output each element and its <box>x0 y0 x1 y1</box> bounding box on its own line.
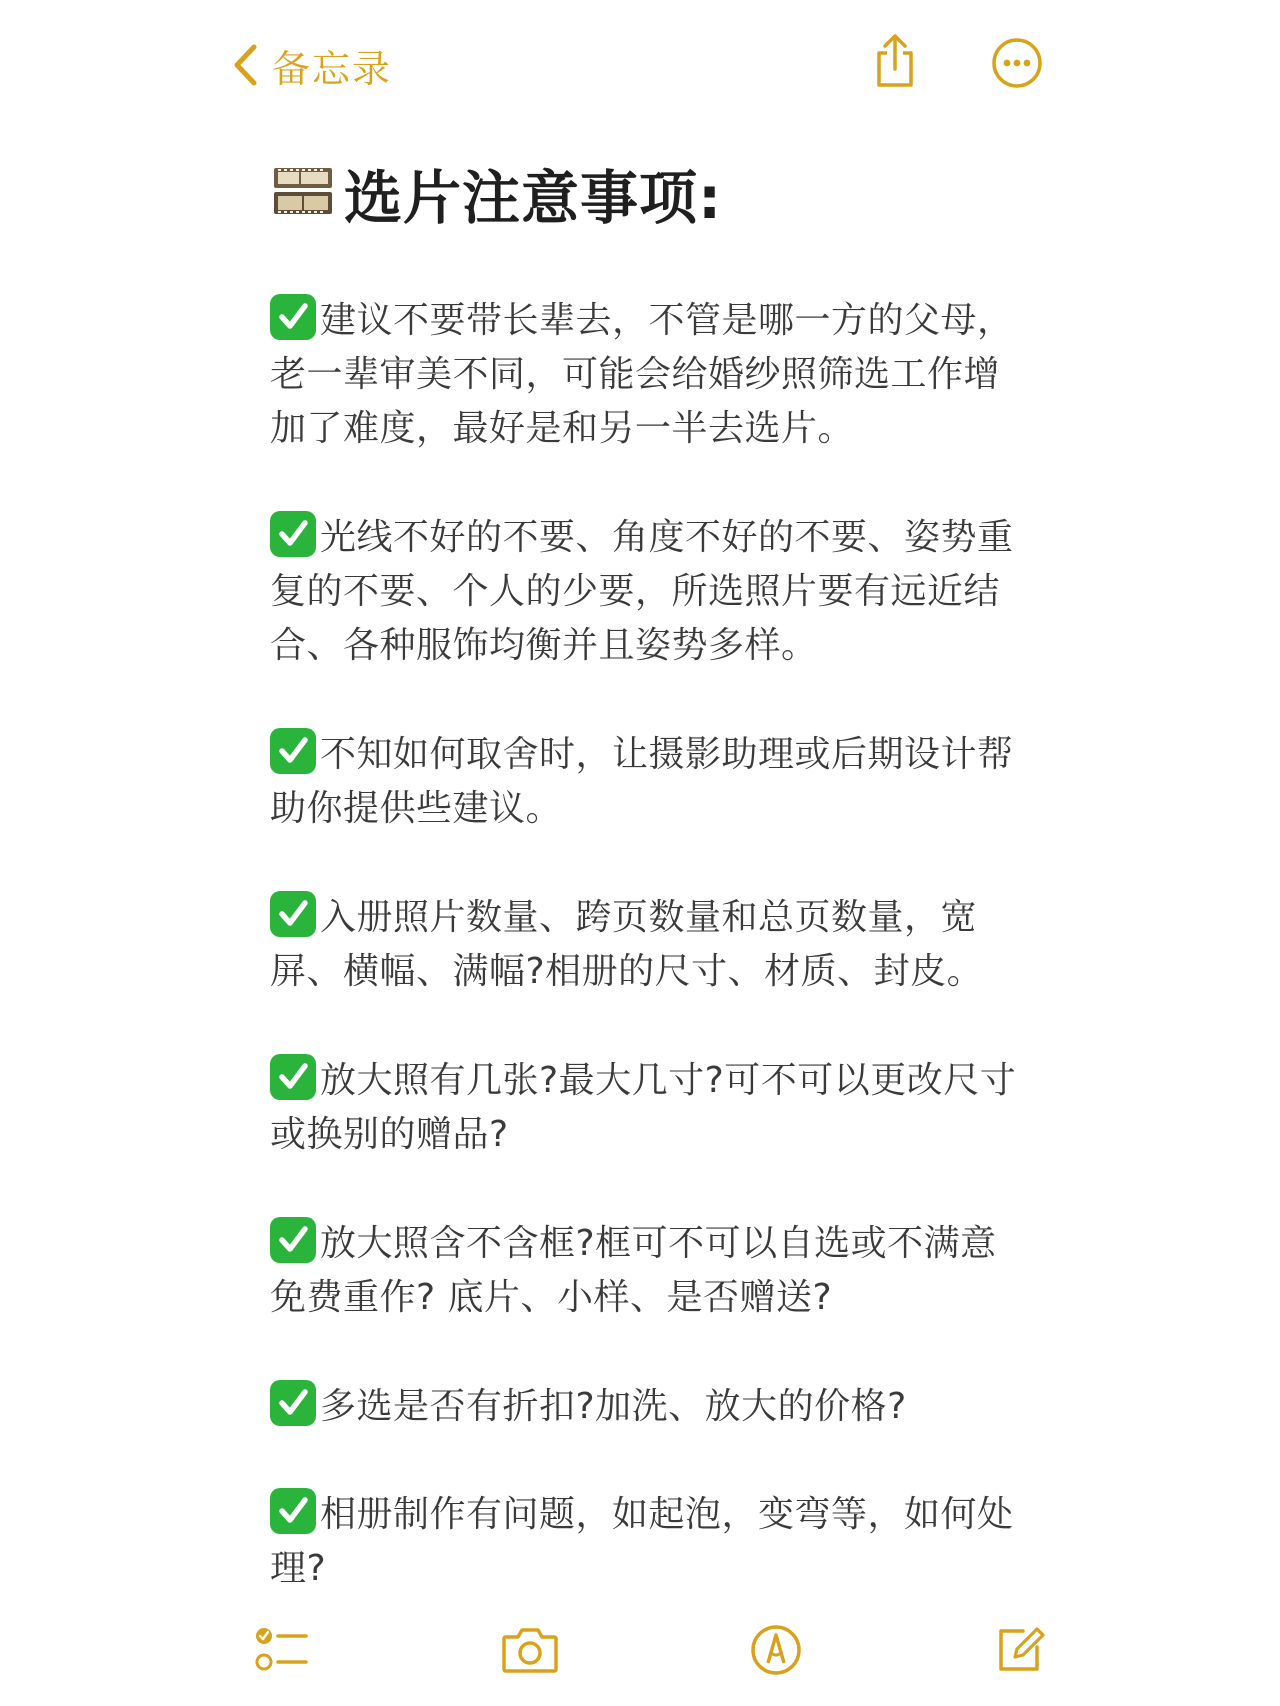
checklist-icon <box>254 1624 310 1680</box>
navigation-bar <box>0 0 1280 130</box>
note-item-text: 多选是否有折扣?加洗、放大的价格? <box>320 1386 907 1427</box>
note-item <box>270 511 1020 673</box>
ellipsis-circle-icon <box>991 37 1043 93</box>
camera-icon <box>500 1625 560 1679</box>
checklist-button[interactable] <box>250 1620 314 1684</box>
note-item <box>270 1488 1020 1596</box>
camera-button[interactable] <box>498 1620 562 1684</box>
checkmark-icon <box>270 1054 316 1100</box>
note-item-text: 光线不好的不要、角度不好的不要、姿势重复的不要、个人的少要，所选照片要有远近结合、各种服饰均衡并且姿势多样。 <box>270 517 1014 666</box>
note-item-text: 相册制作有问题，如起泡，变弯等，如何处理? <box>270 1494 1014 1589</box>
back-button[interactable] <box>232 38 392 92</box>
note-title-text: 选片注意事项: <box>344 164 723 232</box>
note-item <box>270 1380 1020 1434</box>
note-item <box>270 891 1020 999</box>
more-options-button[interactable] <box>990 38 1044 92</box>
checkmark-icon <box>270 728 316 774</box>
film-frames-icon <box>270 158 336 228</box>
checkmark-icon <box>270 891 316 937</box>
note-item <box>270 1217 1020 1325</box>
note-item-text: 不知如何取舍时，让摄影助理或后期设计帮助你提供些建议。 <box>270 734 1014 829</box>
markup-icon <box>749 1623 803 1681</box>
compose-button[interactable] <box>988 1620 1052 1684</box>
chevron-left-icon <box>232 43 258 87</box>
checkmark-icon <box>270 294 316 340</box>
bottom-toolbar <box>0 1620 1280 1706</box>
note-item-text: 放大照有几张?最大几寸?可不可以更改尺寸或换别的赠品? <box>270 1060 1017 1155</box>
note-item-text: 建议不要带长辈去，不管是哪一方的父母，老一辈审美不同，可能会给婚纱照筛选工作增加了难度，最好是和另一半去选片。 <box>270 300 1014 449</box>
compose-icon <box>993 1623 1047 1681</box>
markup-button[interactable] <box>744 1620 808 1684</box>
checkmark-icon <box>270 1488 316 1534</box>
note-item-text: 放大照含不含框?框可不可以自选或不满意免费重作? 底片、小样、是否赠送? <box>270 1223 997 1318</box>
note-title[interactable] <box>270 150 722 236</box>
note-item <box>270 294 1020 456</box>
checkmark-icon <box>270 1217 316 1263</box>
note-item-text: 入册照片数量、跨页数量和总页数量，宽屏、横幅、满幅?相册的尺寸、材质、封皮。 <box>270 897 984 992</box>
checkmark-icon <box>270 511 316 557</box>
note-item <box>270 1054 1020 1162</box>
checkmark-icon <box>270 1380 316 1426</box>
share-button[interactable] <box>866 32 924 94</box>
share-icon <box>871 33 919 93</box>
note-item <box>270 728 1020 836</box>
back-label: 备忘录 <box>272 46 393 91</box>
